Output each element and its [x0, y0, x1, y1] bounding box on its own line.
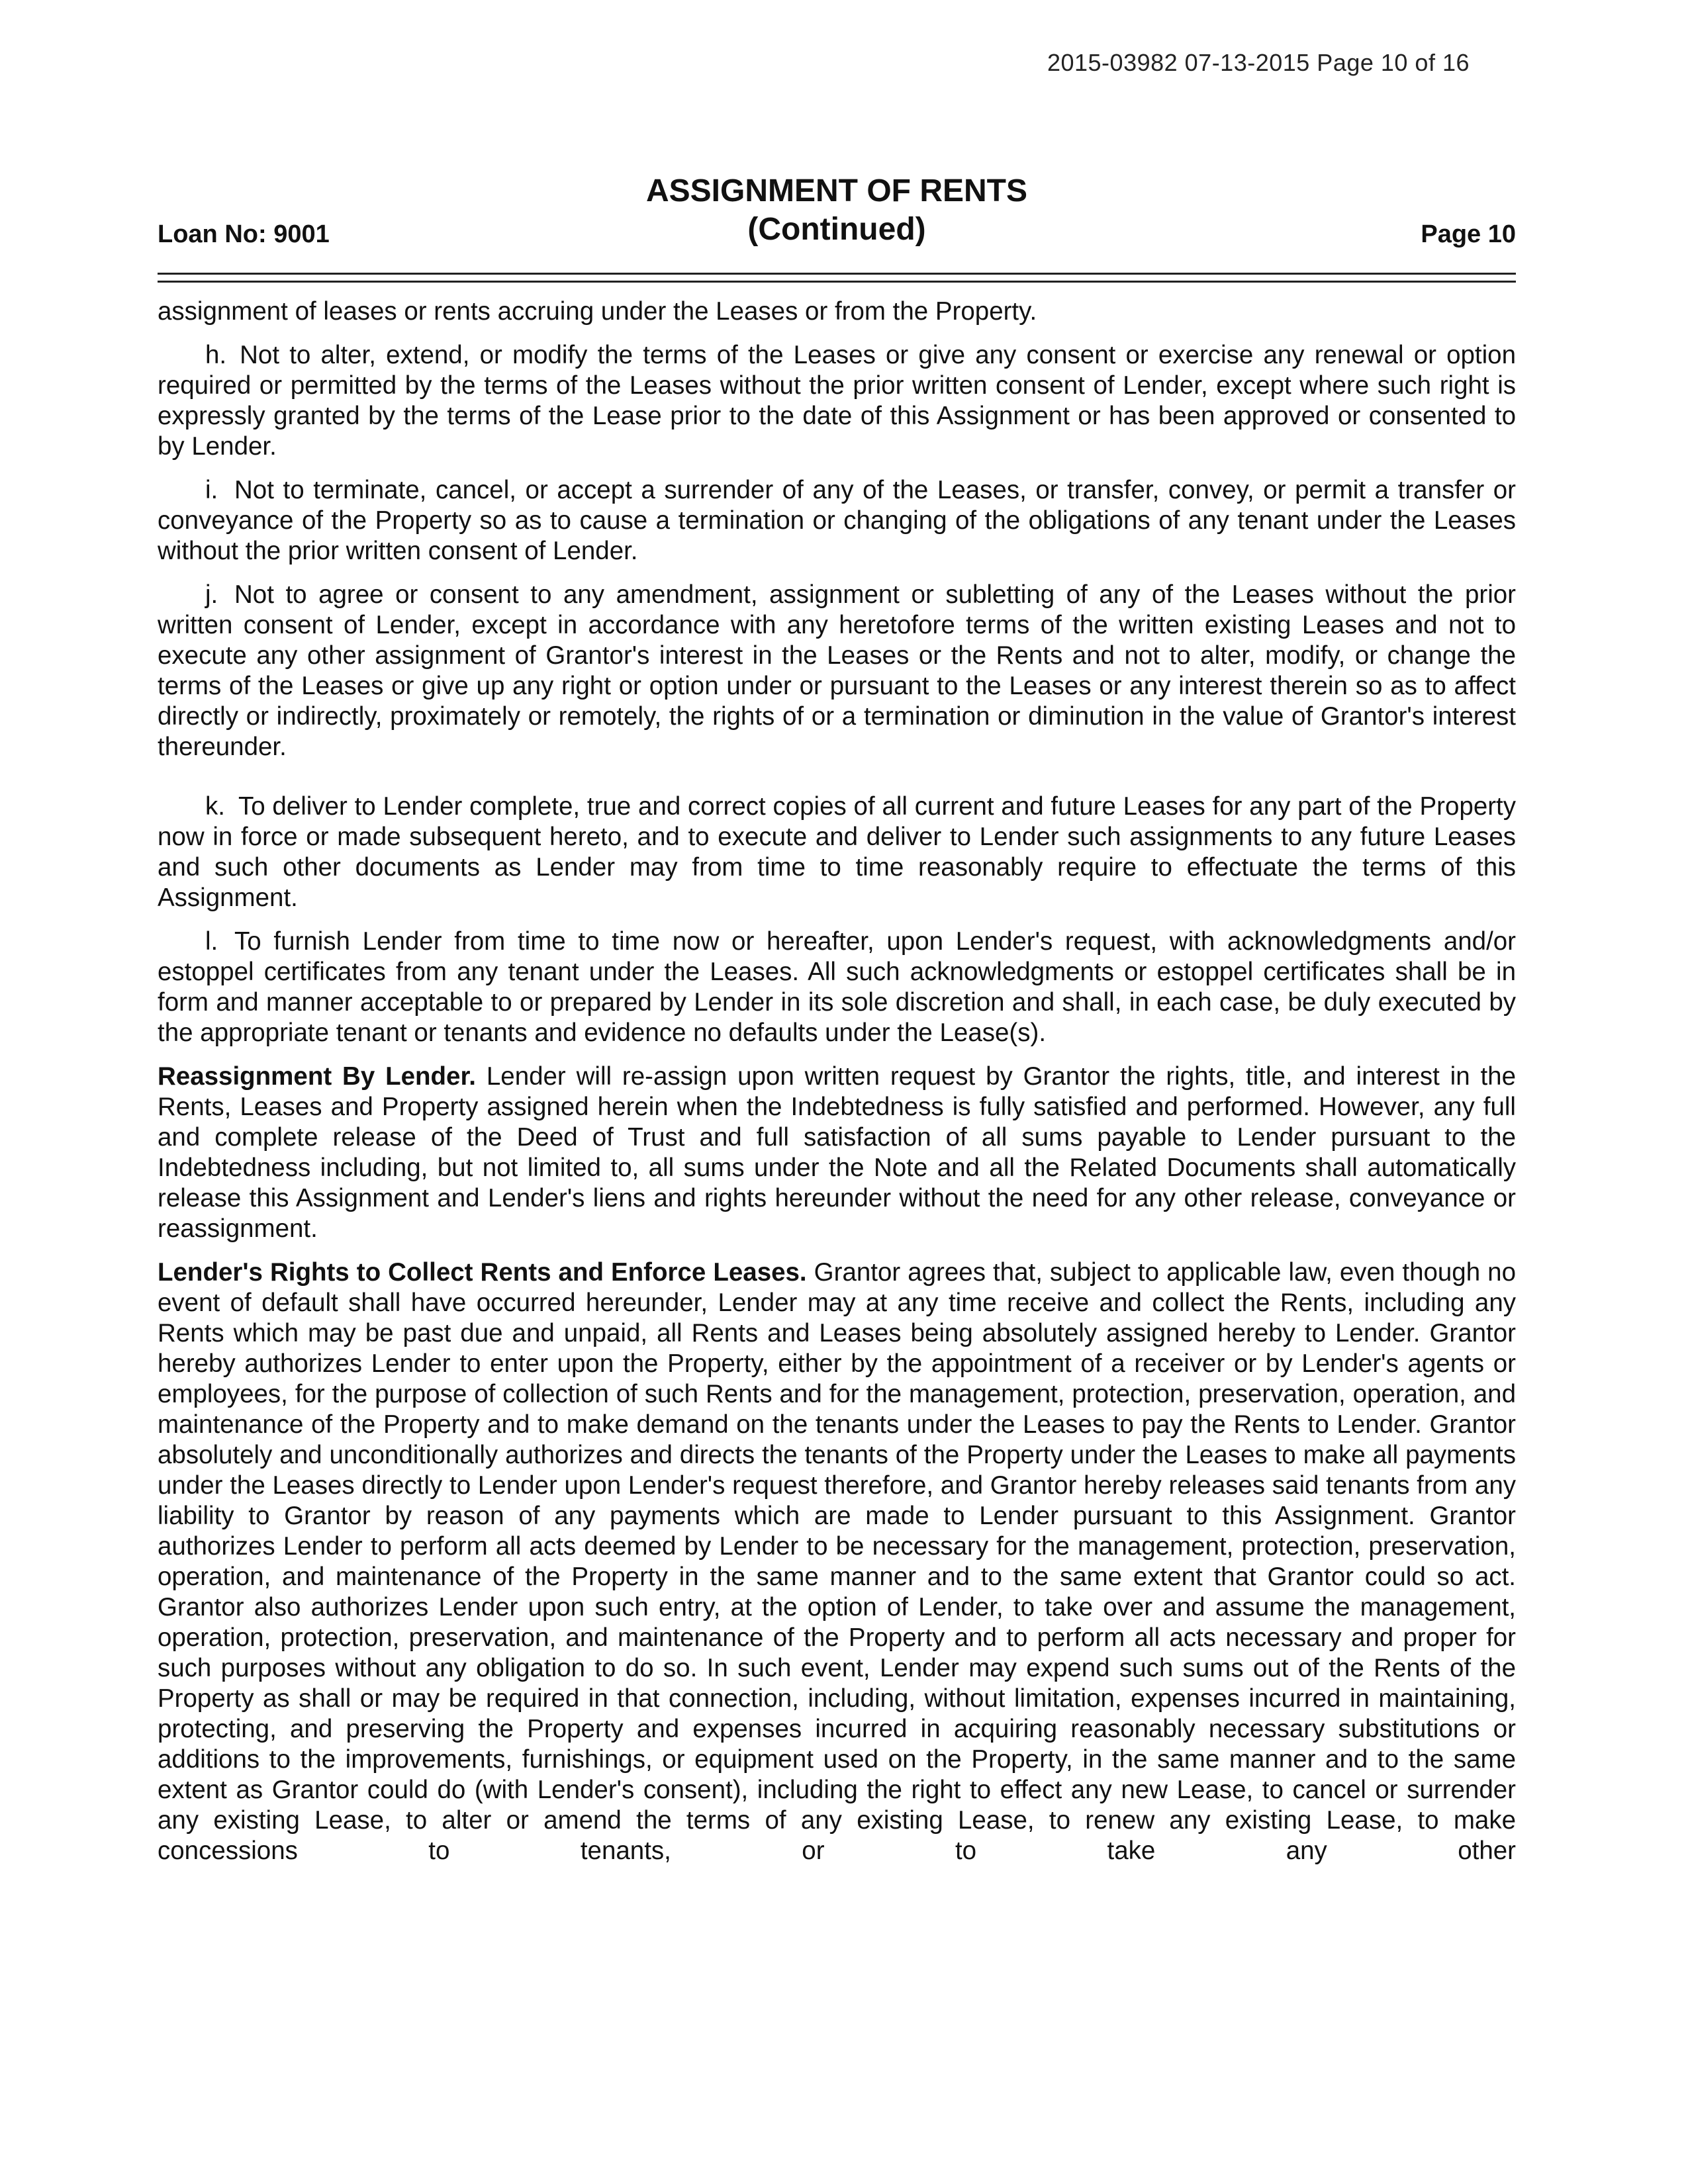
section-heading: Reassignment By Lender.	[158, 1062, 477, 1091]
section-text: Lender will re-assign upon written request by Grantor the rights, title, and interest in the Rents, Leases and Property assigned herein when the Indebtedness is fully satisfied and performed. However, any full and complete release of the Deed of Trust and full satisfaction of all sums payable to Lender pursuant to the Indebtedness including, but not limited to, all sums under the Note and all the Related Documents shall automatically release this Assignment and Lender's liens and rights hereunder without the need for any other release, conveyance or reassignment.	[158, 1062, 1516, 1243]
clause-text: To deliver to Lender complete, true and correct copies of all current and future Leases for any part of the Property now in force or made subsequent hereto, and to execute and deliver to Lender such assignments to any future Leases and such other documents as Lender may from time to time reasonably require to effectuate the terms of this Assignment.	[158, 792, 1516, 912]
loan-number: Loan No: 9001	[158, 220, 330, 248]
clause-marker: l.	[205, 927, 218, 956]
clause-l	[158, 927, 1516, 1048]
document-title-block	[158, 172, 1516, 249]
document-subtitle: (Continued)	[747, 212, 926, 247]
document-title: ASSIGNMENT OF RENTS	[645, 173, 1028, 208]
document-body	[158, 296, 1516, 1880]
clause-j	[158, 580, 1516, 762]
clause-marker: j.	[205, 580, 218, 609]
clause-text: Not to terminate, cancel, or accept a surrender of any of the Leases, or transfer, convey, or permit a transfer or conveyance of the Property so as to cause a termination or changing of the obligations of any tenant under the Leases without the prior written consent of Lender.	[158, 476, 1516, 565]
clause-marker: i.	[205, 476, 218, 504]
section-text: Grantor agrees that, subject to applicable law, even though no event of default shall have occurred hereunder, Lender may at any time receive and collect the Rents, including any Rents which may be past due and unpaid, all Rents and Leases being absolutely assigned hereby to Lender. Grantor hereby authorizes Lender to enter upon the Property, either by the appointment of a receiver or by Lender's agents or employees, for the purpose of collection of such Rents and for the management, protection, preservation, operation, and maintenance of the Property and to make demand on the tenants under the Leases to pay the Rents to Lender. Grantor absolutely and unconditionally authorizes and directs the tenants of the Property under the Leases to make all payments under the Leases directly to Lender upon Lender's request therefore, and Grantor hereby releases said tenants from any liability to Grantor by reason of any payments which are made to Lender pursuant to this Assignment. Grantor authorizes Lender to perform all acts deemed by Lender to be necessary for the management, protection, preservation, operation, and maintenance of the Property in the same manner and to the same extent that Grantor could so act. Grantor also authorizes Lender upon such entry, at the option of Lender, to take over and assume the management, operation, protection, preservation, and maintenance of the Property and to perform all acts necessary and proper for such purposes without any obligation to do so. In such event, Lender may expend such sums out of the Rents of the Property as shall or may be required in that connection, including, without limitation, expenses incurred in maintaining, protecting, and preserving the Property and expenses incurred in acquiring reasonably necessary substitutions or additions to the improvements, furnishings, or equipment used on the Property, in the same manner and to the same extent as Grantor could do (with Lender's consent), including the right to effect any new Lease, to cancel or surrender any existing Lease, to alter or amend the terms of any existing Lease, to renew any existing Lease, to make concessions to tenants, or to take any other	[158, 1258, 1516, 1865]
header-rule-top	[158, 273, 1516, 275]
page-header	[158, 172, 1516, 251]
clause-marker: h.	[205, 341, 227, 369]
clause-text: Not to alter, extend, or modify the terms of the Leases or give any consent or exercise any renewal or option required or permitted by the terms of the Leases without the prior written consent of Lender, except where such right is expressly granted by the terms of the Lease prior to the date of this Assignment or has been approved or consented to by Lender.	[158, 341, 1516, 461]
section-reassignment	[158, 1062, 1516, 1244]
page-label: Page 10	[1421, 220, 1516, 248]
recording-stamp: 2015-03982 07-13-2015 Page 10 of 16	[1047, 49, 1470, 76]
clause-h	[158, 340, 1516, 462]
clause-text: Not to agree or consent to any amendment, assignment or subletting of any of the Leases without the prior written consent of Lender, except in accordance with any heretofore terms of the written existing Leases and not to execute any other assignment of Grantor's interest in the Leases or the Rents and not to alter, modify, or change the terms of the Leases or give up any right or option under or pursuant to the Leases or any interest therein so as to affect directly or indirectly, proximately or remotely, the rights of or a termination or diminution in the value of Grantor's interest thereunder.	[158, 580, 1516, 761]
clause-i	[158, 475, 1516, 567]
intro-paragraph: assignment of leases or rents accruing under the Leases or from the Property.	[158, 297, 1037, 326]
clause-marker: k.	[205, 792, 225, 821]
header-rule-bottom	[158, 281, 1516, 283]
clause-k	[158, 792, 1516, 913]
clause-text: To furnish Lender from time to time now or hereafter, upon Lender's request, with acknowledgments and/or estoppel certificates from any tenant under the Leases. All such acknowledgments or estoppel certificates shall be in form and manner acceptable to or prepared by Lender in its sole discretion and shall, in each case, be duly executed by the appropriate tenant or tenants and evidence no defaults under the Lease(s).	[158, 927, 1516, 1047]
section-heading: Lender's Rights to Collect Rents and Enforce Leases.	[158, 1258, 807, 1287]
section-lender-rights	[158, 1257, 1516, 1866]
